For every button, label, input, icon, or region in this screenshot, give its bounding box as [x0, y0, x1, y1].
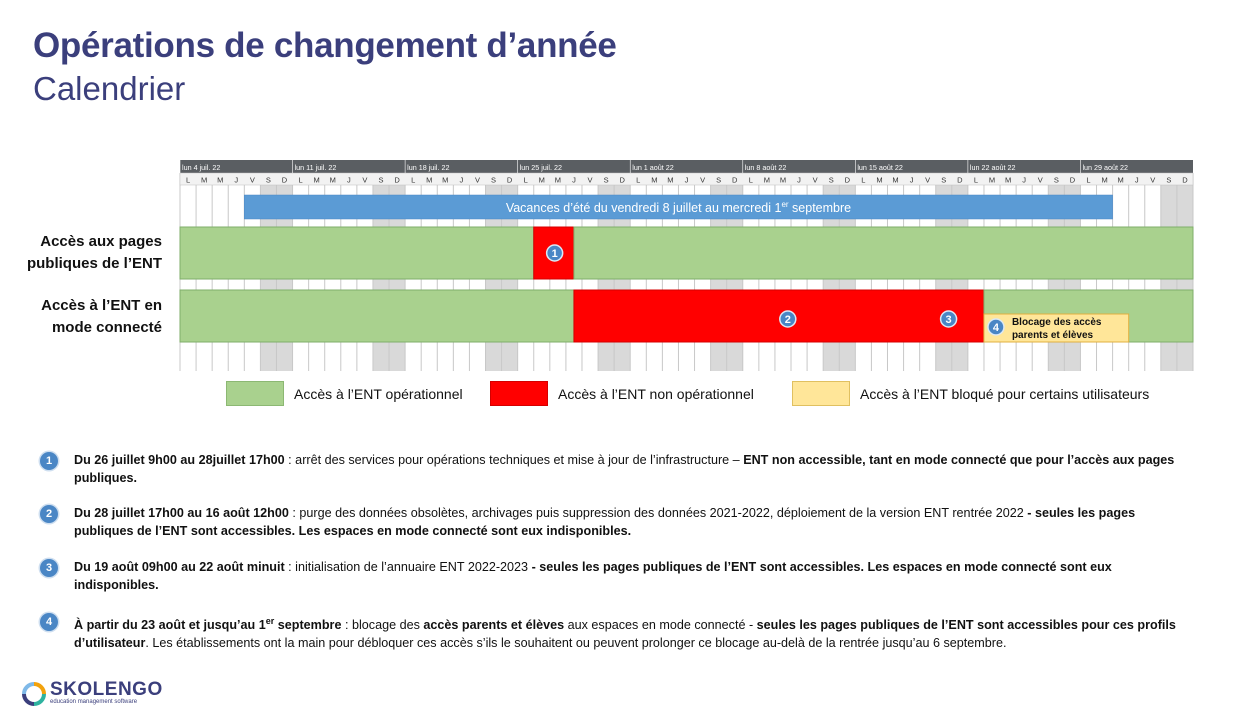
day-letter: M	[538, 175, 545, 185]
day-letter: M	[651, 175, 658, 185]
note-4-description: : blocage des	[341, 618, 424, 633]
day-letter: D	[1182, 175, 1188, 185]
day-letter: J	[572, 175, 576, 185]
day-letter: M	[988, 175, 996, 185]
day-letter: D	[957, 175, 963, 185]
day-letter: S	[716, 175, 722, 185]
note-4-description-3: . Les établissements ont la main pour débloquer ces accès s’ils le souhaitent ou peuvent prolonger ce blocage au-delà de la rentrée jusqu’au 6 septembre.	[145, 636, 1007, 651]
skolengo-logo-icon	[22, 682, 46, 706]
note-1-period: Du 26 juillet 9h00 au 28juillet 17h00	[74, 453, 285, 467]
week-label: lun 25 juil. 22	[519, 163, 563, 172]
week-label: lun 18 juil. 22	[407, 163, 450, 172]
note-number-badge: 2	[40, 505, 58, 523]
week-label: lun 1 août 22	[632, 163, 674, 172]
day-letter: S	[378, 175, 384, 185]
legend-label-operational: Accès à l’ENT opérationnel	[294, 385, 463, 402]
note-4-target: accès parents et élèves	[423, 618, 565, 633]
day-letter: J	[909, 175, 914, 185]
logo-tagline: education management software	[50, 699, 138, 705]
week-label: lun 8 août 22	[744, 163, 787, 172]
note-3-period: Du 19 août 09h00 au 22 août minuit	[74, 560, 285, 574]
day-letter: L	[523, 175, 528, 185]
day-letter: L	[636, 175, 641, 185]
vacation-label: Vacances d’été du vendredi 8 juillet au mercredi 1er septembre	[505, 200, 852, 215]
day-letter: J	[459, 175, 464, 185]
note-4-impact: seules les pages publiques de l’ENT sont accessibles pour ces profils d’utilisateur	[74, 618, 1176, 651]
day-letter: D	[732, 175, 738, 185]
legend-swatch-down	[490, 381, 548, 406]
week-label: lun 11 juil. 22	[294, 163, 337, 172]
note-number-badge: 1	[40, 452, 58, 470]
day-letter: V	[474, 175, 480, 185]
note-2-impact: - seules les pages publiques de l’ENT sont accessibles. Les espaces en mode connecté sont eux indisponibles.	[74, 506, 1136, 538]
note-3-description: : initialisation de l’annuaire ENT 2022-2023	[284, 560, 532, 574]
row-label-connected-mode-line1: Accès à l’ENT en	[41, 297, 162, 314]
day-letter: M	[313, 175, 320, 185]
row-label-public-pages-line1: Accès aux pages	[40, 233, 162, 250]
note-3-impact: - seules les pages publiques de l’ENT sont accessibles. Les espaces en mode connecté sont eux indisponibles.	[74, 560, 1112, 592]
day-letter: M	[779, 175, 787, 185]
blocked-box-line1: Blocage des accès	[1011, 317, 1102, 328]
legend-label-down: Accès à l’ENT non opérationnel	[558, 385, 754, 402]
row-label-connected-mode	[0, 295, 162, 339]
logo-name: SKOLENGO	[50, 679, 163, 700]
day-letter: M	[217, 175, 224, 185]
note-2-period: Du 28 juillet 17h00 au 16 août 12h00	[74, 506, 289, 520]
day-letter: M	[426, 175, 433, 185]
day-letter: M	[1004, 175, 1012, 185]
note-3	[40, 558, 1180, 594]
day-letter: S	[603, 175, 609, 185]
note-4-description-2: aux espaces en mode connecté -	[564, 618, 757, 633]
day-letter: S	[491, 175, 497, 185]
note-4-sup: er	[265, 616, 275, 626]
note-1-impact: ENT non accessible, tant en mode connecté que pour l’accès aux pages publiques.	[74, 453, 1175, 485]
day-letter: V	[362, 175, 368, 185]
step-marker-number: 4	[992, 322, 1000, 334]
legend-down	[490, 381, 754, 406]
day-letter: J	[684, 175, 689, 185]
day-letter: L	[298, 175, 303, 185]
day-letter: D	[844, 175, 851, 185]
day-letter: M	[329, 175, 336, 185]
status-segment-operational	[180, 227, 534, 279]
day-letter: S	[1053, 175, 1059, 185]
note-2-description: : purge des données obsolètes, archivages puis suppression des données 2021-2022, déploiement de la version ENT rentrée 2022	[288, 506, 1028, 520]
day-letter: D	[619, 175, 625, 185]
blocked-box-line2: parents et élèves	[1011, 330, 1094, 341]
day-letter: M	[892, 175, 899, 185]
day-letter: V	[1037, 175, 1043, 185]
day-letter: J	[1022, 175, 1027, 185]
page-title: Opérations de changement d’année	[33, 26, 617, 65]
note-1-text	[74, 451, 1180, 487]
day-letter: S	[265, 175, 271, 185]
day-letter: V	[1150, 175, 1156, 185]
day-letter: L	[973, 175, 979, 185]
day-letter: J	[797, 175, 801, 185]
day-letter: J	[346, 175, 351, 185]
day-letter: L	[411, 175, 416, 185]
day-letter: D	[281, 175, 288, 185]
note-2	[40, 504, 1180, 540]
day-letter: J	[1134, 175, 1139, 185]
day-letter: L	[748, 175, 753, 185]
day-letter: D	[506, 175, 513, 185]
day-letter: V	[700, 175, 706, 185]
status-segment-down	[574, 290, 984, 342]
day-letter: L	[185, 175, 191, 185]
note-1	[40, 451, 1180, 487]
day-letter: V	[925, 175, 931, 185]
week-label: lun 29 août 22	[1082, 163, 1129, 172]
week-label: lun 15 août 22	[857, 163, 903, 172]
skolengo-logo	[22, 681, 163, 706]
note-4-period-end: septembre	[274, 618, 342, 633]
day-letter: S	[1166, 175, 1172, 185]
day-letter: M	[876, 175, 883, 185]
day-letter: M	[200, 175, 208, 185]
note-4	[40, 612, 1180, 652]
day-letter: J	[234, 175, 239, 185]
week-label: lun 22 août 22	[969, 163, 1016, 172]
note-3-text	[74, 558, 1180, 594]
note-number-badge: 3	[40, 559, 58, 577]
day-letter: S	[828, 175, 834, 185]
status-segment-operational	[574, 227, 1193, 279]
day-letter: D	[1069, 175, 1076, 185]
legend-label-blocked: Accès à l’ENT bloqué pour certains utilisateurs	[860, 385, 1150, 402]
day-letter: V	[249, 175, 255, 185]
day-letter: V	[587, 175, 593, 185]
row-label-public-pages-line2: publiques de l’ENT	[26, 255, 162, 272]
day-letter: M	[763, 175, 771, 185]
note-1-description: : arrêt des services pour opérations techniques et mise à jour de l’infrastructure –	[284, 453, 744, 467]
day-letter: M	[1117, 175, 1124, 185]
day-letter: D	[394, 175, 400, 185]
page-subtitle: Calendrier	[33, 70, 186, 107]
day-letter: M	[554, 175, 561, 185]
legend-swatch-operational	[226, 381, 284, 406]
day-letter: L	[861, 175, 866, 185]
step-marker-number: 3	[945, 314, 952, 326]
legend-operational	[226, 381, 463, 406]
note-4-period-start: À partir du 23 août et jusqu’au 1	[74, 618, 266, 633]
note-2-text	[74, 504, 1180, 540]
legend-blocked	[792, 381, 1149, 406]
step-marker-number: 1	[551, 248, 558, 260]
note-4-text	[74, 612, 1180, 652]
note-number-badge: 4	[40, 613, 58, 631]
day-letter: L	[1086, 175, 1091, 185]
row-label-public-pages	[0, 231, 162, 275]
day-letter: M	[442, 175, 449, 185]
day-letter: M	[1101, 175, 1108, 185]
status-segment-operational	[180, 290, 574, 342]
day-letter: M	[667, 175, 674, 185]
legend-swatch-blocked	[792, 381, 850, 406]
step-marker-number: 2	[784, 314, 791, 326]
day-letter: S	[941, 175, 947, 185]
day-letter: V	[812, 175, 818, 185]
week-label: lun 4 juil. 22	[182, 163, 221, 172]
row-label-connected-mode-line2: mode connecté	[51, 319, 162, 336]
